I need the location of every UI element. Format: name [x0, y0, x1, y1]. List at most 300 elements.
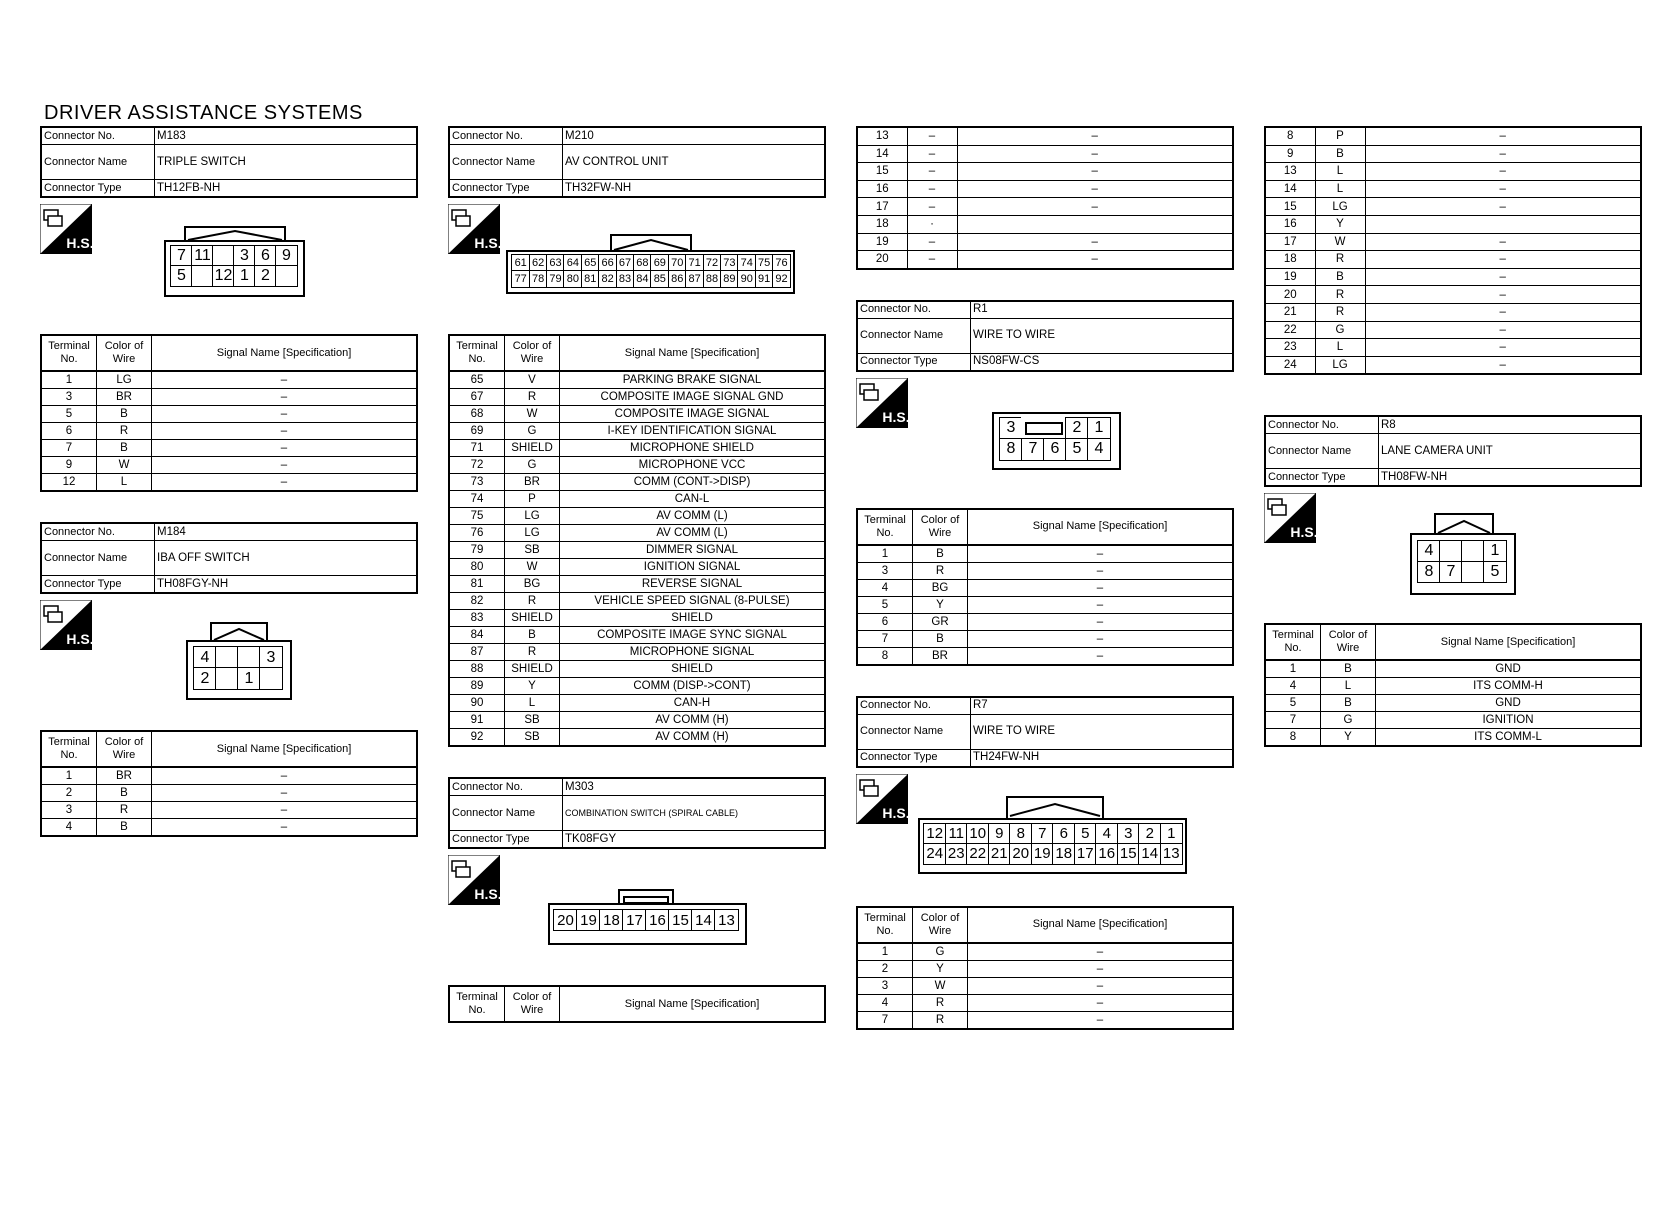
pin: 63 — [546, 254, 565, 272]
signal-name-cell: – — [968, 960, 1234, 977]
wire-color-cell: R — [505, 389, 560, 406]
terminal-no-cell: 24 — [1265, 356, 1315, 374]
terminal-no-cell: 9 — [1265, 145, 1315, 163]
pin: 65 — [581, 254, 600, 272]
connector-name-label: Connector Name — [449, 145, 563, 180]
connector-type-value: TH08FGY-NH — [155, 576, 418, 594]
terminal-no-cell: 74 — [449, 491, 505, 508]
table-row — [1265, 321, 1641, 339]
terminal-no-cell: 3 — [857, 977, 913, 994]
connector-face-r1 — [992, 412, 1124, 472]
terminal-no-cell: 1 — [857, 545, 913, 563]
table-row — [1265, 356, 1641, 374]
table-row — [857, 545, 1233, 563]
terminal-no-cell: 83 — [449, 610, 505, 627]
table-row — [1265, 127, 1641, 145]
signal-name-cell: – — [957, 180, 1233, 198]
pin: 24 — [923, 843, 946, 865]
terminal-no-cell: 68 — [449, 406, 505, 423]
table-row — [1265, 145, 1641, 163]
terminal-no-cell: 69 — [449, 423, 505, 440]
pin: 17 — [1074, 843, 1097, 865]
terminal-no-cell: 20 — [1265, 286, 1315, 304]
terminal-no-cell: 75 — [449, 508, 505, 525]
signal-name-cell: ITS COMM-L — [1376, 729, 1642, 747]
terminal-no-cell: 8 — [1265, 127, 1315, 145]
signal-name-cell: – — [968, 630, 1234, 647]
terminal-no-cell: 2 — [41, 785, 97, 802]
wire-color-cell: B — [1321, 695, 1376, 712]
pin: 18 — [1052, 843, 1075, 865]
connector-no-value: M210 — [563, 127, 826, 145]
pin — [215, 667, 239, 690]
connector-latch — [1434, 513, 1494, 535]
signal-name-cell: IGNITION SIGNAL — [560, 559, 826, 576]
harness-side-icon — [1264, 493, 1316, 543]
wire-color-cell: B — [1321, 660, 1376, 678]
connector-diagram-area-r8 — [1264, 487, 1642, 623]
signal-name-cell: – — [1365, 127, 1641, 145]
pin: 4 — [1417, 540, 1441, 563]
page-title: DRIVER ASSISTANCE SYSTEMS — [44, 102, 363, 124]
harness-side-icon — [856, 774, 908, 824]
hs-label: H.S. — [66, 235, 92, 251]
signal-name-cell: IGNITION — [1376, 712, 1642, 729]
pin: 2 — [1138, 823, 1161, 845]
pin: 13 — [1160, 843, 1183, 865]
table-row — [449, 695, 825, 712]
pin-grid — [924, 824, 1182, 864]
wire-color-cell: R — [1315, 286, 1365, 304]
harness-side-icon — [448, 204, 500, 254]
signal-name-header: Signal Name [Specification] — [968, 509, 1234, 545]
pin: 2 — [193, 667, 217, 690]
signal-name-cell: – — [968, 545, 1234, 563]
pin: 13 — [714, 909, 739, 931]
terminal-no-cell: 4 — [857, 579, 913, 596]
signal-name-cell: – — [1365, 198, 1641, 216]
pin: 8 — [1009, 823, 1032, 845]
wire-color-cell: B — [97, 440, 152, 457]
table-row — [449, 678, 825, 695]
pin: 86 — [668, 270, 687, 288]
table-row — [857, 127, 1233, 145]
hs-label: H.S. — [66, 631, 92, 647]
pin: 90 — [737, 270, 756, 288]
signal-name-cell: – — [968, 1011, 1234, 1029]
pin: 8 — [1417, 561, 1441, 584]
signal-name-cell: MICROPHONE SIGNAL — [560, 644, 826, 661]
signal-name-cell: – — [1365, 356, 1641, 374]
connector-latch — [1006, 796, 1104, 820]
table-row — [449, 371, 825, 389]
terminal-no-cell: 7 — [857, 630, 913, 647]
pin: 71 — [685, 254, 704, 272]
table-row — [1265, 339, 1641, 357]
signal-name-cell: – — [152, 457, 418, 474]
table-row — [449, 474, 825, 491]
terminal-no-cell: 18 — [1265, 251, 1315, 269]
pin: 1 — [1160, 823, 1183, 845]
connector-latch — [210, 622, 268, 642]
signal-name-cell: – — [1365, 233, 1641, 251]
signal-name-cell: – — [1365, 180, 1641, 198]
pin: 61 — [511, 254, 530, 272]
terminal-no-cell: 4 — [1265, 678, 1321, 695]
table-row — [1265, 695, 1641, 712]
terminal-no-cell: 71 — [449, 440, 505, 457]
pin: 67 — [616, 254, 635, 272]
signal-name-cell: – — [968, 579, 1234, 596]
signal-name-cell: – — [968, 977, 1234, 994]
wire-color-cell: R — [913, 994, 968, 1011]
table-row — [449, 457, 825, 474]
terminal-no-cell: 1 — [41, 371, 97, 389]
signal-name-cell: DIMMER SIGNAL — [560, 542, 826, 559]
signal-name-cell: – — [1365, 145, 1641, 163]
pin: 10 — [966, 823, 989, 845]
pin: 20 — [553, 909, 578, 931]
table-row — [1265, 660, 1641, 678]
pin-grid — [1418, 540, 1506, 582]
signal-name-cell: COMPOSITE IMAGE SIGNAL — [560, 406, 826, 423]
wire-color-cell: LG — [97, 371, 152, 389]
signal-name-cell: GND — [1376, 660, 1642, 678]
wire-color-cell: SHIELD — [505, 440, 560, 457]
connector-diagram-area-m210 — [448, 198, 826, 334]
pin: 14 — [691, 909, 716, 931]
pin: 5 — [1483, 561, 1507, 584]
wire-color-cell: W — [97, 457, 152, 474]
pin — [212, 245, 235, 267]
pin: 14 — [1138, 843, 1161, 865]
wire-color-cell: SB — [505, 729, 560, 747]
wire-color-cell: – — [907, 127, 957, 145]
signal-name-header: Signal Name [Specification] — [152, 731, 418, 767]
connector-diagram-area-r7 — [856, 768, 1234, 906]
terminal-no-cell: 89 — [449, 678, 505, 695]
pin: 1 — [237, 667, 261, 690]
wire-color-cell: B — [97, 406, 152, 423]
table-row — [857, 145, 1233, 163]
connector-type-value: NS08FW-CS — [971, 353, 1234, 371]
terminal-no-cell: 15 — [857, 163, 907, 181]
table-row — [1265, 303, 1641, 321]
signal-table-m303-header — [448, 985, 826, 1023]
table-row — [857, 613, 1233, 630]
pin: 16 — [1095, 843, 1118, 865]
connector-name-label: Connector Name — [449, 796, 563, 831]
pin: 7 — [170, 245, 193, 267]
terminal-no-cell: 18 — [857, 215, 907, 233]
hs-label: H.S. — [474, 235, 500, 251]
signal-name-cell: COMPOSITE IMAGE SYNC SIGNAL — [560, 627, 826, 644]
terminal-no-cell: 79 — [449, 542, 505, 559]
signal-name-cell: CAN-L — [560, 491, 826, 508]
signal-name-cell: AV COMM (H) — [560, 712, 826, 729]
connector-info-r7 — [856, 696, 1234, 768]
pin: 84 — [633, 270, 652, 288]
pin: 7 — [1439, 561, 1463, 584]
wire-color-cell: Y — [505, 678, 560, 695]
pin: 1 — [233, 265, 256, 287]
pin — [1439, 540, 1463, 563]
table-row — [449, 508, 825, 525]
connector-name-value: WIRE TO WIRE — [971, 714, 1234, 749]
terminal-no-cell: 12 — [41, 474, 97, 492]
terminal-no-cell: 67 — [449, 389, 505, 406]
wire-color-cell: – — [907, 180, 957, 198]
pin: 5 — [1065, 438, 1089, 461]
color-of-wire-header: Color of Wire — [913, 907, 968, 943]
terminal-no-header: Terminal No. — [857, 907, 913, 943]
connector-face-m303 — [548, 889, 748, 947]
signal-name-cell: – — [1365, 163, 1641, 181]
terminal-no-cell: 1 — [857, 943, 913, 961]
signal-name-header: Signal Name [Specification] — [560, 335, 826, 371]
wire-color-cell: SHIELD — [505, 661, 560, 678]
connector-name-label: Connector Name — [41, 145, 155, 180]
table-row — [449, 576, 825, 593]
pin: 1 — [1483, 540, 1507, 563]
terminal-no-cell: 73 — [449, 474, 505, 491]
connector-type-label: Connector Type — [41, 180, 155, 198]
terminal-no-header: Terminal No. — [41, 731, 97, 767]
table-row — [1265, 712, 1641, 729]
table-row — [857, 233, 1233, 251]
signal-name-cell: – — [968, 647, 1234, 665]
wire-color-cell: BR — [505, 474, 560, 491]
pin: 2 — [1065, 417, 1089, 440]
table-row — [1265, 163, 1641, 181]
terminal-no-cell: 14 — [857, 145, 907, 163]
pin: 72 — [703, 254, 722, 272]
signal-name-cell: AV COMM (H) — [560, 729, 826, 747]
table-row — [449, 712, 825, 729]
wire-color-cell: G — [1315, 321, 1365, 339]
pin: 4 — [1095, 823, 1118, 845]
signal-name-cell: ITS COMM-H — [1376, 678, 1642, 695]
signal-name-cell: – — [957, 233, 1233, 251]
table-row — [449, 423, 825, 440]
table-row — [41, 406, 417, 423]
table-row — [1265, 729, 1641, 747]
table-row — [41, 457, 417, 474]
wire-color-cell: W — [913, 977, 968, 994]
terminal-no-cell: 1 — [1265, 660, 1321, 678]
pin — [237, 646, 261, 669]
wire-color-cell: · — [907, 215, 957, 233]
wire-color-cell: – — [907, 163, 957, 181]
wire-color-cell: R — [505, 644, 560, 661]
table-row — [41, 819, 417, 837]
table-row — [449, 389, 825, 406]
terminal-no-cell: 3 — [41, 802, 97, 819]
connector-no-value: R1 — [971, 301, 1234, 319]
table-row — [449, 406, 825, 423]
wire-color-cell: R — [505, 593, 560, 610]
connector-no-value: M183 — [155, 127, 418, 145]
signal-table-m210 — [448, 334, 826, 747]
pin: 76 — [772, 254, 791, 272]
hs-label: H.S. — [882, 408, 908, 425]
terminal-no-cell: 19 — [1265, 268, 1315, 286]
table-row — [1265, 251, 1641, 269]
connector-type-label: Connector Type — [857, 353, 971, 371]
pin: 7 — [1021, 438, 1045, 461]
color-of-wire-header: Color of Wire — [913, 509, 968, 545]
terminal-no-cell: 81 — [449, 576, 505, 593]
connector-name-value: WIRE TO WIRE — [971, 318, 1234, 353]
table-row — [857, 994, 1233, 1011]
signal-name-cell: – — [152, 474, 418, 492]
pin: 12 — [923, 823, 946, 845]
signal-name-cell: – — [1365, 286, 1641, 304]
table-row — [41, 767, 417, 785]
wire-color-cell: L — [1315, 163, 1365, 181]
terminal-no-header: Terminal No. — [449, 986, 505, 1022]
pin: 5 — [1074, 823, 1097, 845]
terminal-no-cell: 90 — [449, 695, 505, 712]
pin: 92 — [772, 270, 791, 288]
pin: 8 — [999, 438, 1023, 461]
connector-type-value: TK08FGY — [563, 831, 826, 849]
signal-name-cell: – — [1365, 321, 1641, 339]
pin — [1461, 540, 1485, 563]
color-of-wire-header: Color of Wire — [505, 986, 560, 1022]
connector-name-value: COMBINATION SWITCH (SPIRAL CABLE) — [563, 796, 826, 831]
connector-type-label: Connector Type — [449, 180, 563, 198]
connector-name-label: Connector Name — [857, 714, 971, 749]
terminal-no-cell: 4 — [41, 819, 97, 837]
column-2 — [448, 126, 826, 1023]
color-of-wire-header: Color of Wire — [97, 335, 152, 371]
pin: 9 — [275, 245, 298, 267]
table-row — [857, 251, 1233, 269]
pin: 81 — [581, 270, 600, 288]
pin: 4 — [1087, 438, 1111, 461]
connector-type-value: TH32FW-NH — [563, 180, 826, 198]
signal-name-cell: – — [957, 127, 1233, 145]
terminal-no-cell: 2 — [857, 960, 913, 977]
connector-name-label: Connector Name — [41, 541, 155, 576]
terminal-no-cell: 8 — [857, 647, 913, 665]
wire-color-cell: R — [913, 562, 968, 579]
pin: 3 — [1117, 823, 1140, 845]
wire-color-cell: W — [505, 559, 560, 576]
pin: 83 — [616, 270, 635, 288]
terminal-no-cell: 76 — [449, 525, 505, 542]
wire-color-cell: B — [505, 627, 560, 644]
table-row — [857, 180, 1233, 198]
pin: 12 — [212, 265, 235, 287]
hs-label: H.S. — [882, 804, 908, 821]
hs-label: H.S. — [474, 886, 500, 902]
terminal-no-header: Terminal No. — [1265, 624, 1321, 660]
pin: 87 — [685, 270, 704, 288]
column-3 — [856, 126, 1234, 1030]
signal-name-cell: – — [968, 596, 1234, 613]
table-row — [41, 474, 417, 492]
wire-color-cell: G — [505, 423, 560, 440]
pin: 18 — [599, 909, 624, 931]
terminal-no-cell: 20 — [857, 251, 907, 269]
table-row — [857, 1011, 1233, 1029]
signal-name-header: Signal Name [Specification] — [1376, 624, 1642, 660]
connector-no-label: Connector No. — [449, 778, 563, 796]
column-4 — [1264, 126, 1642, 747]
table-row — [857, 630, 1233, 647]
connector-name-label: Connector Name — [1265, 434, 1379, 469]
connector-diagram-area-m303 — [448, 849, 826, 985]
color-of-wire-header: Color of Wire — [1321, 624, 1376, 660]
table-row — [857, 579, 1233, 596]
signal-table-m183 — [40, 334, 418, 492]
table-row — [857, 215, 1233, 233]
terminal-no-cell: 84 — [449, 627, 505, 644]
wire-color-cell: R — [1315, 251, 1365, 269]
table-row — [857, 647, 1233, 665]
wire-color-cell: L — [1315, 339, 1365, 357]
table-row — [449, 593, 825, 610]
signal-name-cell: – — [957, 251, 1233, 269]
table-row — [449, 644, 825, 661]
connector-no-label: Connector No. — [41, 127, 155, 145]
connector-name-label: Connector Name — [857, 318, 971, 353]
terminal-no-cell: 5 — [41, 406, 97, 423]
wire-color-cell: Y — [913, 960, 968, 977]
connector-type-value: TH24FW-NH — [971, 749, 1234, 767]
table-row — [857, 562, 1233, 579]
pin — [275, 265, 298, 287]
wire-color-cell: BG — [913, 579, 968, 596]
pin: 1 — [1087, 417, 1111, 440]
signal-name-cell: COMM (CONT->DISP) — [560, 474, 826, 491]
table-row — [857, 163, 1233, 181]
wire-color-cell: G — [913, 943, 968, 961]
connector-face-r7 — [918, 796, 1190, 876]
wire-color-cell: G — [505, 457, 560, 474]
wire-color-cell: BR — [97, 389, 152, 406]
signal-name-cell: – — [152, 371, 418, 389]
harness-side-icon — [856, 378, 908, 428]
table-row — [41, 440, 417, 457]
wire-color-cell: P — [1315, 127, 1365, 145]
terminal-no-cell: 7 — [857, 1011, 913, 1029]
signal-name-cell: – — [957, 145, 1233, 163]
signal-table-r1 — [856, 508, 1234, 666]
pin: 91 — [755, 270, 774, 288]
pin: 68 — [633, 254, 652, 272]
connector-type-value: TH08FW-NH — [1379, 469, 1642, 487]
terminal-no-cell: 5 — [857, 596, 913, 613]
signal-name-cell — [957, 215, 1233, 233]
terminal-no-cell: 82 — [449, 593, 505, 610]
pin: 19 — [1031, 843, 1054, 865]
wire-color-cell: R — [1315, 303, 1365, 321]
table-row — [449, 542, 825, 559]
signal-name-cell: VEHICLE SPEED SIGNAL (8-PULSE) — [560, 593, 826, 610]
table-row — [1265, 286, 1641, 304]
wire-color-cell: SHIELD — [505, 610, 560, 627]
connector-info-r8 — [1264, 415, 1642, 487]
table-row — [1265, 180, 1641, 198]
pin: 23 — [945, 843, 968, 865]
signal-name-cell: COMM (DISP->CONT) — [560, 678, 826, 695]
table-row — [449, 661, 825, 678]
table-row — [857, 960, 1233, 977]
pin — [259, 667, 283, 690]
